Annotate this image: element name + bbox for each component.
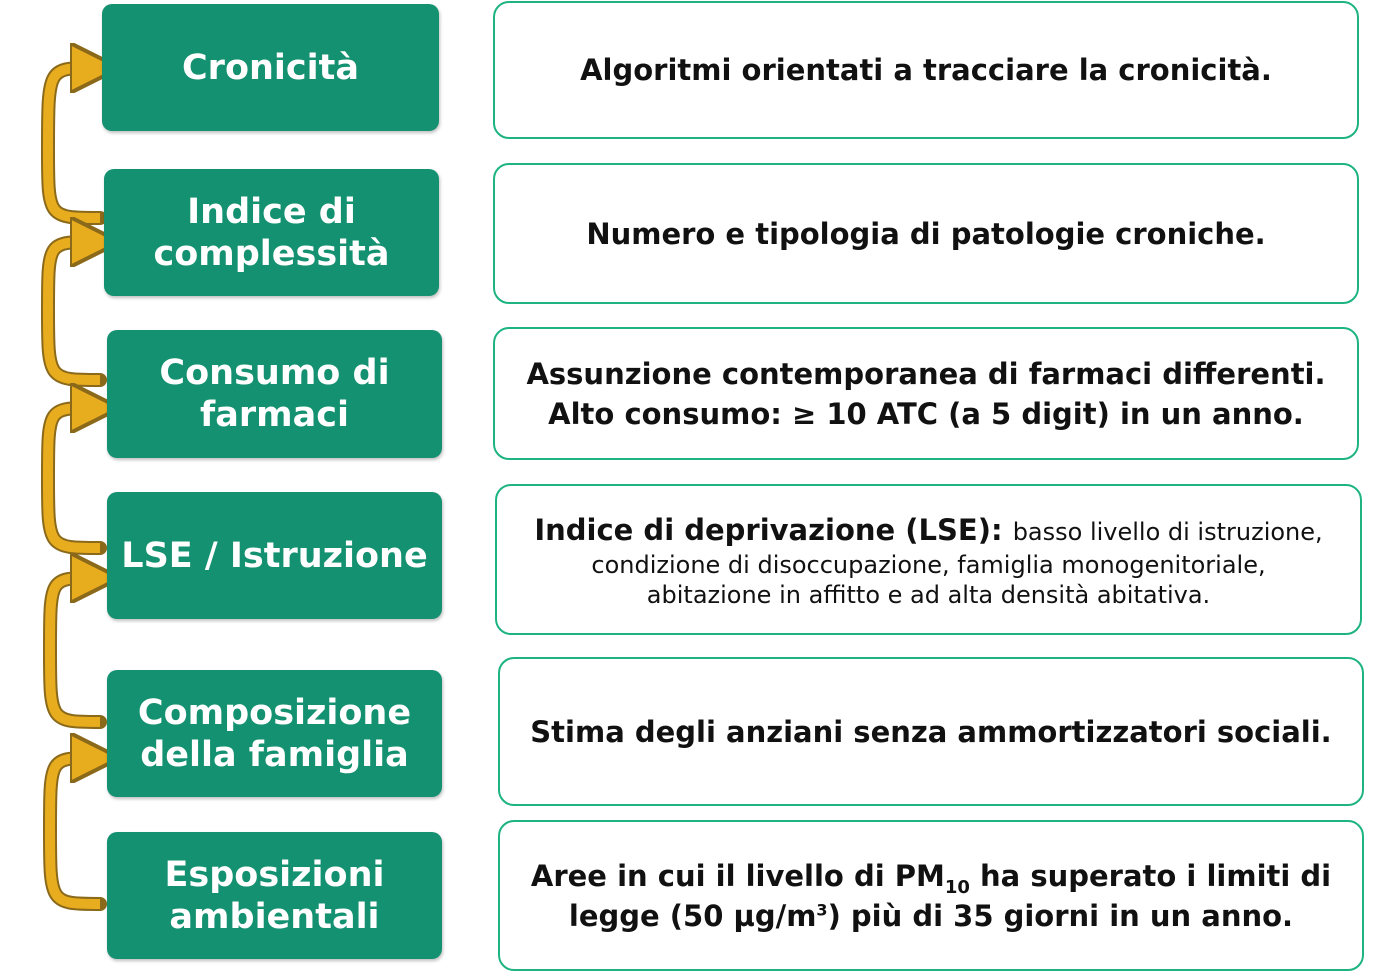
arrow-lse-to-farmaci (48, 408, 100, 548)
description-text: Stima degli anziani senza ammortizzatori sociali. (530, 714, 1332, 749)
category-label-line-1: Esposizioni (164, 854, 385, 895)
category-label-line-2: farmaci (200, 395, 349, 435)
description-normal-lead: basso livello di istruzione, (1012, 517, 1323, 546)
description-line-1 (531, 856, 1331, 896)
description-text: Algoritmi orientati a tracciare la cronicità. (580, 53, 1272, 87)
description-line-1: Assunzione contemporanea di farmaci differenti. (526, 356, 1326, 391)
description-line-2: condizione di disoccupazione, famiglia monogenitoriale, (591, 550, 1266, 579)
description-box-lse-istruzione (495, 484, 1362, 635)
description-line-3: abitazione in affitto e ad alta densità abitativa. (646, 580, 1211, 609)
cubic-superscript: 3 (816, 899, 828, 919)
description-line-2: Alto consumo: ≥ 10 ATC (a 5 digit) in un anno. (548, 396, 1304, 431)
category-box-lse-istruzione (107, 492, 442, 619)
arrow-famiglia-to-lse (50, 578, 100, 722)
description-text: Numero e tipologia di patologie croniche. (586, 216, 1266, 251)
description-box-consumo-farmaci (493, 327, 1359, 460)
description-line-1 (534, 510, 1322, 550)
description-text-part: Aree in cui il livello di PM (530, 858, 945, 893)
description-line-2 (569, 896, 1293, 936)
category-box-consumo-farmaci (107, 330, 442, 458)
description-text-part: legge (50 µg/m (568, 898, 817, 933)
category-label: Cronicità (182, 47, 359, 88)
description-text-part: ) più di 35 giorni in un anno. (827, 898, 1294, 933)
arrow-complessita-to-cronicita (48, 68, 100, 218)
category-box-composizione-famiglia (107, 670, 442, 797)
category-box-esposizioni-ambientali (107, 832, 442, 959)
description-box-cronicita (493, 1, 1359, 139)
pm-subscript: 10 (944, 876, 970, 898)
arrow-ambientali-to-famiglia (50, 758, 100, 904)
category-label: LSE / Istruzione (121, 535, 428, 576)
category-label-line-2: complessità (153, 233, 390, 274)
description-box-composizione-famiglia (498, 657, 1364, 806)
description-box-indice-complessita (493, 163, 1359, 304)
category-label-line-1: Composizione (137, 692, 412, 733)
category-label-line-2: ambientali (169, 896, 380, 937)
category-box-cronicita (102, 4, 439, 131)
category-label-line-2: della famiglia (140, 734, 409, 775)
category-label-line-1: Consumo di (159, 353, 390, 393)
description-box-esposizioni-ambientali (498, 820, 1364, 971)
description-bold-lead: Indice di deprivazione (LSE): (534, 512, 1003, 547)
description-text-part: ha superato i limiti di (969, 858, 1332, 893)
category-label-line-1: Indice di (187, 191, 356, 232)
category-box-indice-complessita (104, 169, 439, 296)
arrow-farmaci-to-complessita (48, 242, 100, 380)
